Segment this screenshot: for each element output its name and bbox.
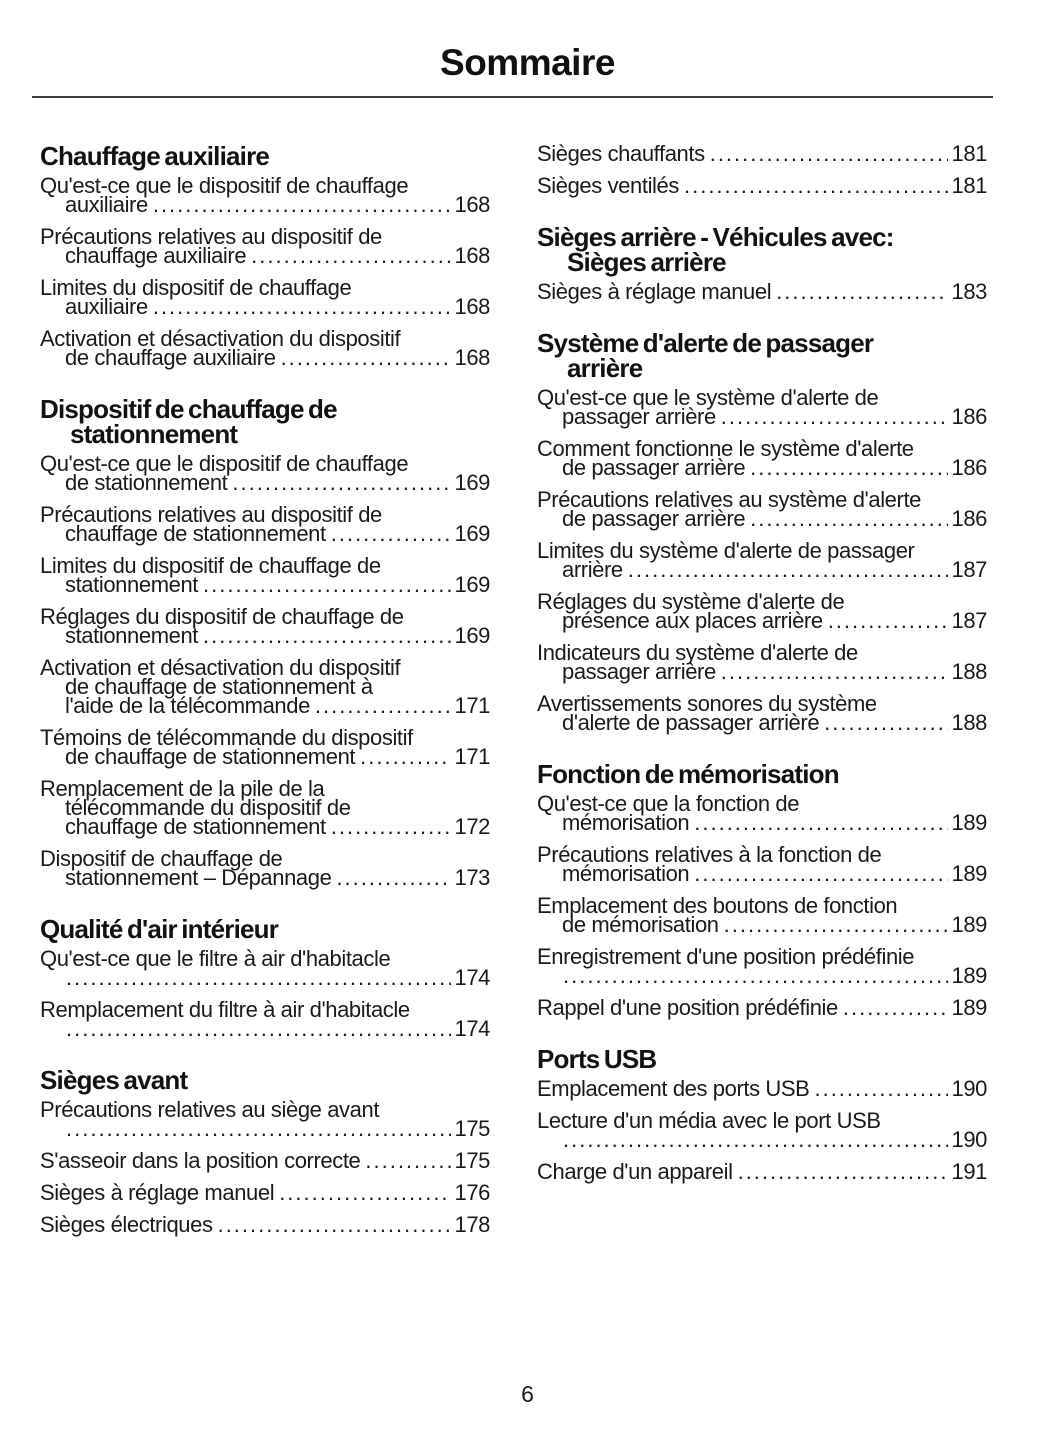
toc-entry-last-line (40, 965, 490, 990)
page-ref: 168 (454, 294, 490, 319)
page-ref: 188 (951, 710, 987, 735)
toc-entry (40, 1148, 490, 1173)
dot-leader (203, 626, 451, 645)
dot-leader (365, 1151, 451, 1170)
toc-entry-last-line (40, 294, 490, 319)
toc-entry (537, 842, 987, 886)
toc-entry-last-line (40, 1180, 490, 1205)
toc-entry-text: Sièges à réglage manuel (537, 279, 772, 304)
page-header (0, 0, 1055, 84)
toc-entry-last-line (40, 345, 490, 370)
dot-leader (694, 864, 948, 883)
toc-entry (537, 589, 987, 633)
page-ref: 168 (454, 192, 490, 217)
toc-entry-last-line (537, 173, 987, 198)
toc-entry-last-line (40, 1212, 490, 1237)
toc-entry (40, 1212, 490, 1237)
dot-leader (66, 968, 451, 987)
dot-leader (843, 998, 949, 1017)
toc-entry-last-line (40, 693, 490, 718)
toc-entry-text: stationnement (65, 623, 198, 648)
toc-entry-last-line (40, 865, 490, 890)
page-ref: 187 (951, 557, 987, 582)
toc-entry-last-line (40, 470, 490, 495)
dot-leader (828, 611, 949, 630)
page-ref: 175 (454, 1148, 490, 1173)
toc-entry-line: Activation et désactivation du dispositif (40, 326, 401, 351)
dot-leader (750, 458, 948, 477)
toc-entry-last-line (537, 279, 987, 304)
toc-entry-last-line (537, 861, 987, 886)
page-ref: 173 (454, 865, 490, 890)
toc-entry-text: chauffage auxiliaire (65, 243, 247, 268)
dot-leader (360, 747, 451, 766)
toc-entry (537, 436, 987, 480)
toc-entry-text: Rappel d'une position prédéfinie (537, 995, 838, 1020)
toc-entry-text: de mémorisation (562, 912, 719, 937)
toc-entry-text: de stationnement (65, 470, 228, 495)
toc-entry (537, 1076, 987, 1101)
dot-leader (232, 473, 451, 492)
toc-entry (537, 279, 987, 304)
toc-entry-last-line (537, 1127, 987, 1152)
section-heading-line: Ports USB (537, 1044, 657, 1074)
dot-leader (66, 1019, 451, 1038)
toc-entry-last-line (537, 506, 987, 531)
toc-column-left (40, 141, 490, 1247)
page-ref: 190 (951, 1127, 987, 1152)
toc-section (537, 328, 987, 735)
toc-entry-text: Charge d'un appareil (537, 1159, 733, 1184)
dot-leader (710, 144, 949, 163)
page-ref: 168 (454, 345, 490, 370)
toc-entry-line: Enregistrement d'une position prédéfinie (537, 944, 915, 969)
toc-entry-line: Limites du dispositif de chauffage de (40, 553, 381, 578)
toc-entry-text: de chauffage auxiliaire (65, 345, 276, 370)
toc-entry (537, 538, 987, 582)
page-title: Sommaire (440, 42, 615, 83)
toc-entry-last-line (40, 192, 490, 217)
toc-entry-text: auxiliaire (65, 192, 148, 217)
toc-entry-last-line (537, 141, 987, 166)
section-heading (40, 1065, 490, 1095)
dot-leader (814, 1079, 948, 1098)
page-ref: 169 (454, 623, 490, 648)
toc-entry-last-line (537, 404, 987, 429)
toc-entry-line: Dispositif de chauffage de (40, 846, 283, 871)
dot-leader (738, 1162, 949, 1181)
toc-entry-text: mémorisation (562, 810, 690, 835)
toc-entry-text: stationnement (65, 572, 198, 597)
toc-entry-line: Précautions relatives au système d'alerte (537, 487, 921, 512)
section-heading (537, 328, 987, 383)
toc-entry-text: Sièges ventilés (537, 173, 679, 198)
page-ref: 175 (454, 1116, 490, 1141)
page-ref: 191 (951, 1159, 987, 1184)
toc-entry (40, 725, 490, 769)
page-ref: 174 (454, 1016, 490, 1041)
toc-entry (40, 1097, 490, 1141)
page-ref: 174 (454, 965, 490, 990)
toc-entry-line: Réglages du dispositif de chauffage de (40, 604, 404, 629)
page-ref: 169 (454, 572, 490, 597)
toc-entry (40, 275, 490, 319)
dot-leader (563, 966, 948, 985)
page-ref: 187 (951, 608, 987, 633)
toc-entry (537, 995, 987, 1020)
page-ref: 189 (951, 963, 987, 988)
toc-entry-last-line (40, 623, 490, 648)
toc-entry-last-line (537, 1159, 987, 1184)
toc-entry-last-line (537, 608, 987, 633)
page-ref: 183 (951, 279, 987, 304)
toc-entry-text: passager arrière (562, 404, 716, 429)
toc-entry-text: chauffage de stationnement (65, 521, 326, 546)
toc-entry (537, 487, 987, 531)
page-ref: 171 (454, 693, 490, 718)
toc-section (40, 914, 490, 1041)
toc-entry-line: Qu'est-ce que le dispositif de chauffage (40, 173, 409, 198)
toc-entry-last-line (537, 659, 987, 684)
dot-leader (251, 246, 451, 265)
toc-entry-text: Emplacement des ports USB (537, 1076, 810, 1101)
toc-entry (537, 691, 987, 735)
toc-entry (40, 502, 490, 546)
toc-entry-line: Précautions relatives au siège avant (40, 1097, 380, 1122)
section-heading (40, 914, 490, 944)
toc-entry-text: Sièges électriques (40, 1212, 213, 1237)
toc-entry-line: Qu'est-ce que le filtre à air d'habitacle (40, 946, 391, 971)
section-heading-line: arrière (567, 353, 643, 383)
page-ref: 169 (454, 521, 490, 546)
page-ref: 172 (454, 814, 490, 839)
section-heading-line: Sièges arrière (567, 247, 726, 277)
dot-leader (279, 1183, 451, 1202)
toc-entry-line: Réglages du système d'alerte de (537, 589, 845, 614)
dot-leader (153, 297, 452, 316)
toc-entry-line: Lecture d'un média avec le port USB (537, 1108, 881, 1133)
page-ref: 178 (454, 1212, 490, 1237)
toc-column-right (537, 141, 987, 1194)
toc-entry-text: auxiliaire (65, 294, 148, 319)
dot-leader (281, 348, 452, 367)
dot-leader (203, 575, 451, 594)
dot-leader (684, 176, 949, 195)
section-heading-line: Qualité d'air intérieur (40, 914, 279, 944)
page-ref: 186 (951, 404, 987, 429)
toc-entry (40, 1180, 490, 1205)
section-heading-line: Dispositif de chauffage de (40, 394, 337, 424)
toc-entry-line: Activation et désactivation du dispositif (40, 655, 401, 680)
page-ref: 186 (951, 506, 987, 531)
toc-entry-last-line (537, 1076, 987, 1101)
toc-entry-line: de chauffage de stationnement à (65, 674, 373, 699)
toc-entry (40, 655, 490, 718)
toc-entry-text: d'alerte de passager arrière (562, 710, 820, 735)
toc-entry-line: télécommande du dispositif de (65, 795, 351, 820)
page-ref: 189 (951, 912, 987, 937)
page-ref: 189 (951, 861, 987, 886)
toc-entry (537, 385, 987, 429)
dot-leader (824, 713, 948, 732)
page-number: 6 (521, 1381, 534, 1407)
dot-leader (315, 696, 452, 715)
page-ref: 188 (951, 659, 987, 684)
toc-entry-line: Remplacement du filtre à air d'habitacle (40, 997, 410, 1022)
toc-entry (40, 846, 490, 890)
toc-entry (40, 224, 490, 268)
toc-entry-text: passager arrière (562, 659, 716, 684)
toc-entry-last-line (537, 455, 987, 480)
toc-entry-text: de passager arrière (562, 455, 746, 480)
dot-leader (336, 868, 451, 887)
toc-entry-line: Emplacement des boutons de fonction (537, 893, 898, 918)
toc-entry-text: S'asseoir dans la position correcte (40, 1148, 361, 1173)
toc-entry-text: mémorisation (562, 861, 690, 886)
section-heading-line: Fonction de mémorisation (537, 759, 839, 789)
dot-leader (694, 813, 948, 832)
dot-leader (721, 407, 949, 426)
toc-entry (40, 604, 490, 648)
dot-leader (721, 662, 949, 681)
page-ref: 169 (454, 470, 490, 495)
toc-entry-text: présence aux places arrière (562, 608, 823, 633)
toc-entry (537, 141, 987, 166)
toc-entry-text: de passager arrière (562, 506, 746, 531)
toc-columns (0, 98, 1055, 1247)
toc-entry-last-line (40, 572, 490, 597)
toc-entry-line: Remplacement de la pile de la (40, 776, 325, 801)
toc-entry (537, 640, 987, 684)
toc-entry-last-line (40, 814, 490, 839)
toc-entry (40, 946, 490, 990)
toc-entry (40, 776, 490, 839)
section-heading (40, 394, 490, 449)
page-ref: 189 (951, 995, 987, 1020)
toc-entry-text: Sièges à réglage manuel (40, 1180, 275, 1205)
toc-entry-line: Comment fonctionne le système d'alerte (537, 436, 914, 461)
toc-entry (537, 1108, 987, 1152)
dot-leader (153, 195, 452, 214)
toc-entry-text: l'aide de la télécommande (65, 693, 310, 718)
toc-entry-last-line (537, 912, 987, 937)
toc-section (40, 141, 490, 370)
section-heading (537, 759, 987, 789)
toc-section (537, 1044, 987, 1184)
toc-entry-line: Indicateurs du système d'alerte de (537, 640, 858, 665)
section-heading-line: stationnement (70, 419, 238, 449)
section-heading-line: Chauffage auxiliaire (40, 141, 270, 171)
toc-entry-last-line (40, 243, 490, 268)
toc-section (40, 394, 490, 890)
toc-entry-line: Précautions relatives au dispositif de (40, 224, 382, 249)
toc-entry-last-line (40, 1148, 490, 1173)
toc-section (537, 222, 987, 304)
toc-entry-last-line (537, 963, 987, 988)
toc-entry-text: stationnement – Dépannage (65, 865, 332, 890)
toc-entry-line: Avertissements sonores du système (537, 691, 877, 716)
page-footer (0, 1381, 1055, 1408)
toc-entry (537, 173, 987, 198)
toc-entry-last-line (40, 1116, 490, 1141)
dot-leader (776, 282, 948, 301)
toc-section (40, 1065, 490, 1237)
toc-entry (537, 1159, 987, 1184)
toc-entry-line: Limites du dispositif de chauffage (40, 275, 352, 300)
page-ref: 190 (951, 1076, 987, 1101)
toc-entry (40, 173, 490, 217)
section-heading (537, 222, 987, 277)
toc-entry (40, 997, 490, 1041)
toc-entry (537, 893, 987, 937)
toc-entry-line: Limites du système d'alerte de passager (537, 538, 915, 563)
toc-entry (40, 326, 490, 370)
page-ref: 181 (951, 173, 987, 198)
page-ref: 176 (454, 1180, 490, 1205)
section-heading-line: Sièges arrière - Véhicules avec: (537, 222, 894, 252)
toc-entry-last-line (537, 710, 987, 735)
toc-entry-last-line (40, 521, 490, 546)
toc-entry-last-line (537, 557, 987, 582)
dot-leader (724, 915, 949, 934)
page-ref: 181 (951, 141, 987, 166)
dot-leader (66, 1119, 451, 1138)
toc-section (537, 141, 987, 198)
dot-leader (331, 524, 452, 543)
dot-leader (331, 817, 452, 836)
toc-entry-line: Qu'est-ce que le système d'alerte de (537, 385, 879, 410)
toc-entry-line: Qu'est-ce que le dispositif de chauffage (40, 451, 409, 476)
toc-entry-line: Précautions relatives à la fonction de (537, 842, 882, 867)
page-ref: 189 (951, 810, 987, 835)
toc-entry-line: Qu'est-ce que la fonction de (537, 791, 800, 816)
toc-entry-text: chauffage de stationnement (65, 814, 326, 839)
toc-entry-line: Témoins de télécommande du dispositif (40, 725, 413, 750)
page-ref: 171 (454, 744, 490, 769)
section-heading-line: Système d'alerte de passager (537, 328, 874, 358)
toc-entry-line: Précautions relatives au dispositif de (40, 502, 382, 527)
toc-entry-last-line (40, 744, 490, 769)
toc-entry (537, 791, 987, 835)
section-heading (40, 141, 490, 171)
toc-entry-text: de chauffage de stationnement (65, 744, 356, 769)
toc-entry-text: Sièges chauffants (537, 141, 705, 166)
section-heading (537, 1044, 987, 1074)
toc-entry-last-line (537, 995, 987, 1020)
dot-leader (218, 1215, 452, 1234)
page-ref: 168 (454, 243, 490, 268)
toc-entry (40, 451, 490, 495)
dot-leader (750, 509, 948, 528)
toc-entry (40, 553, 490, 597)
dot-leader (628, 560, 949, 579)
page-ref: 186 (951, 455, 987, 480)
toc-entry (537, 944, 987, 988)
toc-entry-text: arrière (562, 557, 623, 582)
dot-leader (563, 1130, 948, 1149)
toc-entry-last-line (537, 810, 987, 835)
toc-section (537, 759, 987, 1020)
toc-entry-last-line (40, 1016, 490, 1041)
section-heading-line: Sièges avant (40, 1065, 188, 1095)
